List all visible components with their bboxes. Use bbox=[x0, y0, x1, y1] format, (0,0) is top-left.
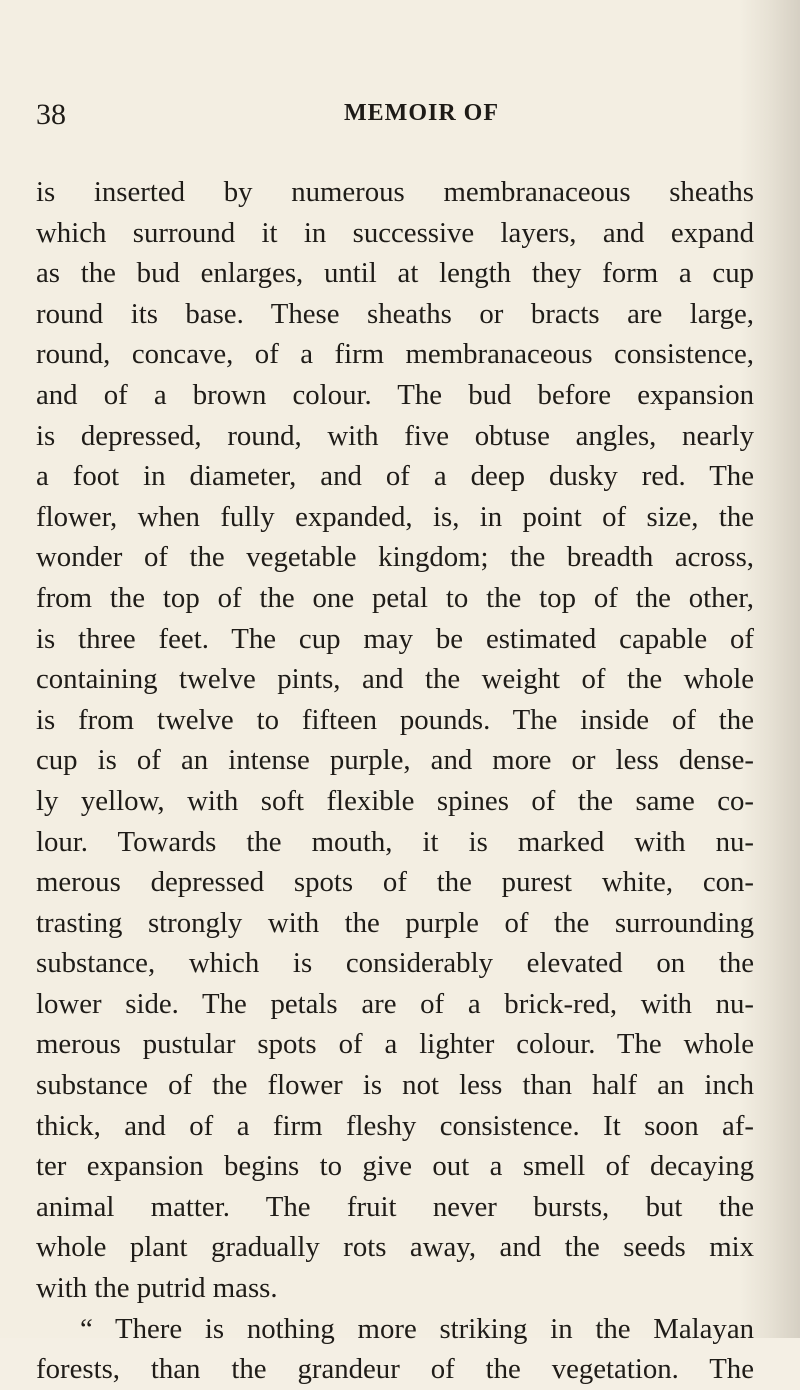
page-header bbox=[36, 98, 756, 138]
text-line: ly yellow, with soft flexible spines of the same co- bbox=[36, 784, 754, 817]
text-line: round its base. These sheaths or bracts are large, bbox=[36, 297, 754, 330]
text-line: cup is of an intense purple, and more or less dense- bbox=[36, 744, 754, 777]
text-line: is three feet. The cup may be estimated capable of bbox=[36, 622, 754, 655]
text-line: whole plant gradually rots away, and the seeds mix bbox=[36, 1231, 754, 1264]
text-line: is depressed, round, with five obtuse angles, nearly bbox=[36, 419, 754, 452]
text-line: thick, and of a firm fleshy consistence. It soon af- bbox=[36, 1109, 754, 1142]
text-line: with the putrid mass. bbox=[36, 1272, 278, 1305]
text-line: ter expansion begins to give out a smell of decaying bbox=[36, 1150, 754, 1183]
text-line: round, concave, of a firm membranaceous consistence, bbox=[36, 338, 754, 371]
text-line: lower side. The petals are of a brick-red, with nu- bbox=[36, 987, 754, 1020]
text-line: a foot in diameter, and of a deep dusky red. The bbox=[36, 460, 754, 493]
text-line: “ There is nothing more striking in the Malayan bbox=[80, 1312, 754, 1345]
body-text bbox=[36, 172, 754, 1390]
page-number: 38 bbox=[36, 98, 66, 131]
text-line: as the bud enlarges, until at length they form a cup bbox=[36, 257, 754, 290]
running-head: MEMOIR OF bbox=[344, 100, 499, 126]
text-line: from the top of the one petal to the top of the other, bbox=[36, 581, 754, 614]
text-line: forests, than the grandeur of the vegetation. The bbox=[36, 1353, 754, 1386]
text-line: wonder of the vegetable kingdom; the breadth across, bbox=[36, 541, 754, 574]
text-line: is inserted by numerous membranaceous sheaths bbox=[36, 176, 754, 208]
text-line: substance of the flower is not less than half an inch bbox=[36, 1069, 754, 1102]
text-line: flower, when fully expanded, is, in point of size, the bbox=[36, 500, 754, 533]
text-line: containing twelve pints, and the weight of the whole bbox=[36, 663, 754, 696]
text-line: merous pustular spots of a lighter colour. The whole bbox=[36, 1028, 754, 1061]
text-line: substance, which is considerably elevated on the bbox=[36, 947, 754, 980]
text-line: and of a brown colour. The bud before expansion bbox=[36, 378, 754, 411]
text-line: is from twelve to fifteen pounds. The inside of the bbox=[36, 703, 754, 736]
text-line: animal matter. The fruit never bursts, but the bbox=[36, 1190, 754, 1223]
text-line: merous depressed spots of the purest white, con- bbox=[36, 866, 754, 899]
text-line: lour. Towards the mouth, it is marked with nu- bbox=[36, 825, 754, 858]
text-line: trasting strongly with the purple of the surrounding bbox=[36, 906, 754, 939]
text-line: which surround it in successive layers, and expand bbox=[36, 216, 754, 249]
